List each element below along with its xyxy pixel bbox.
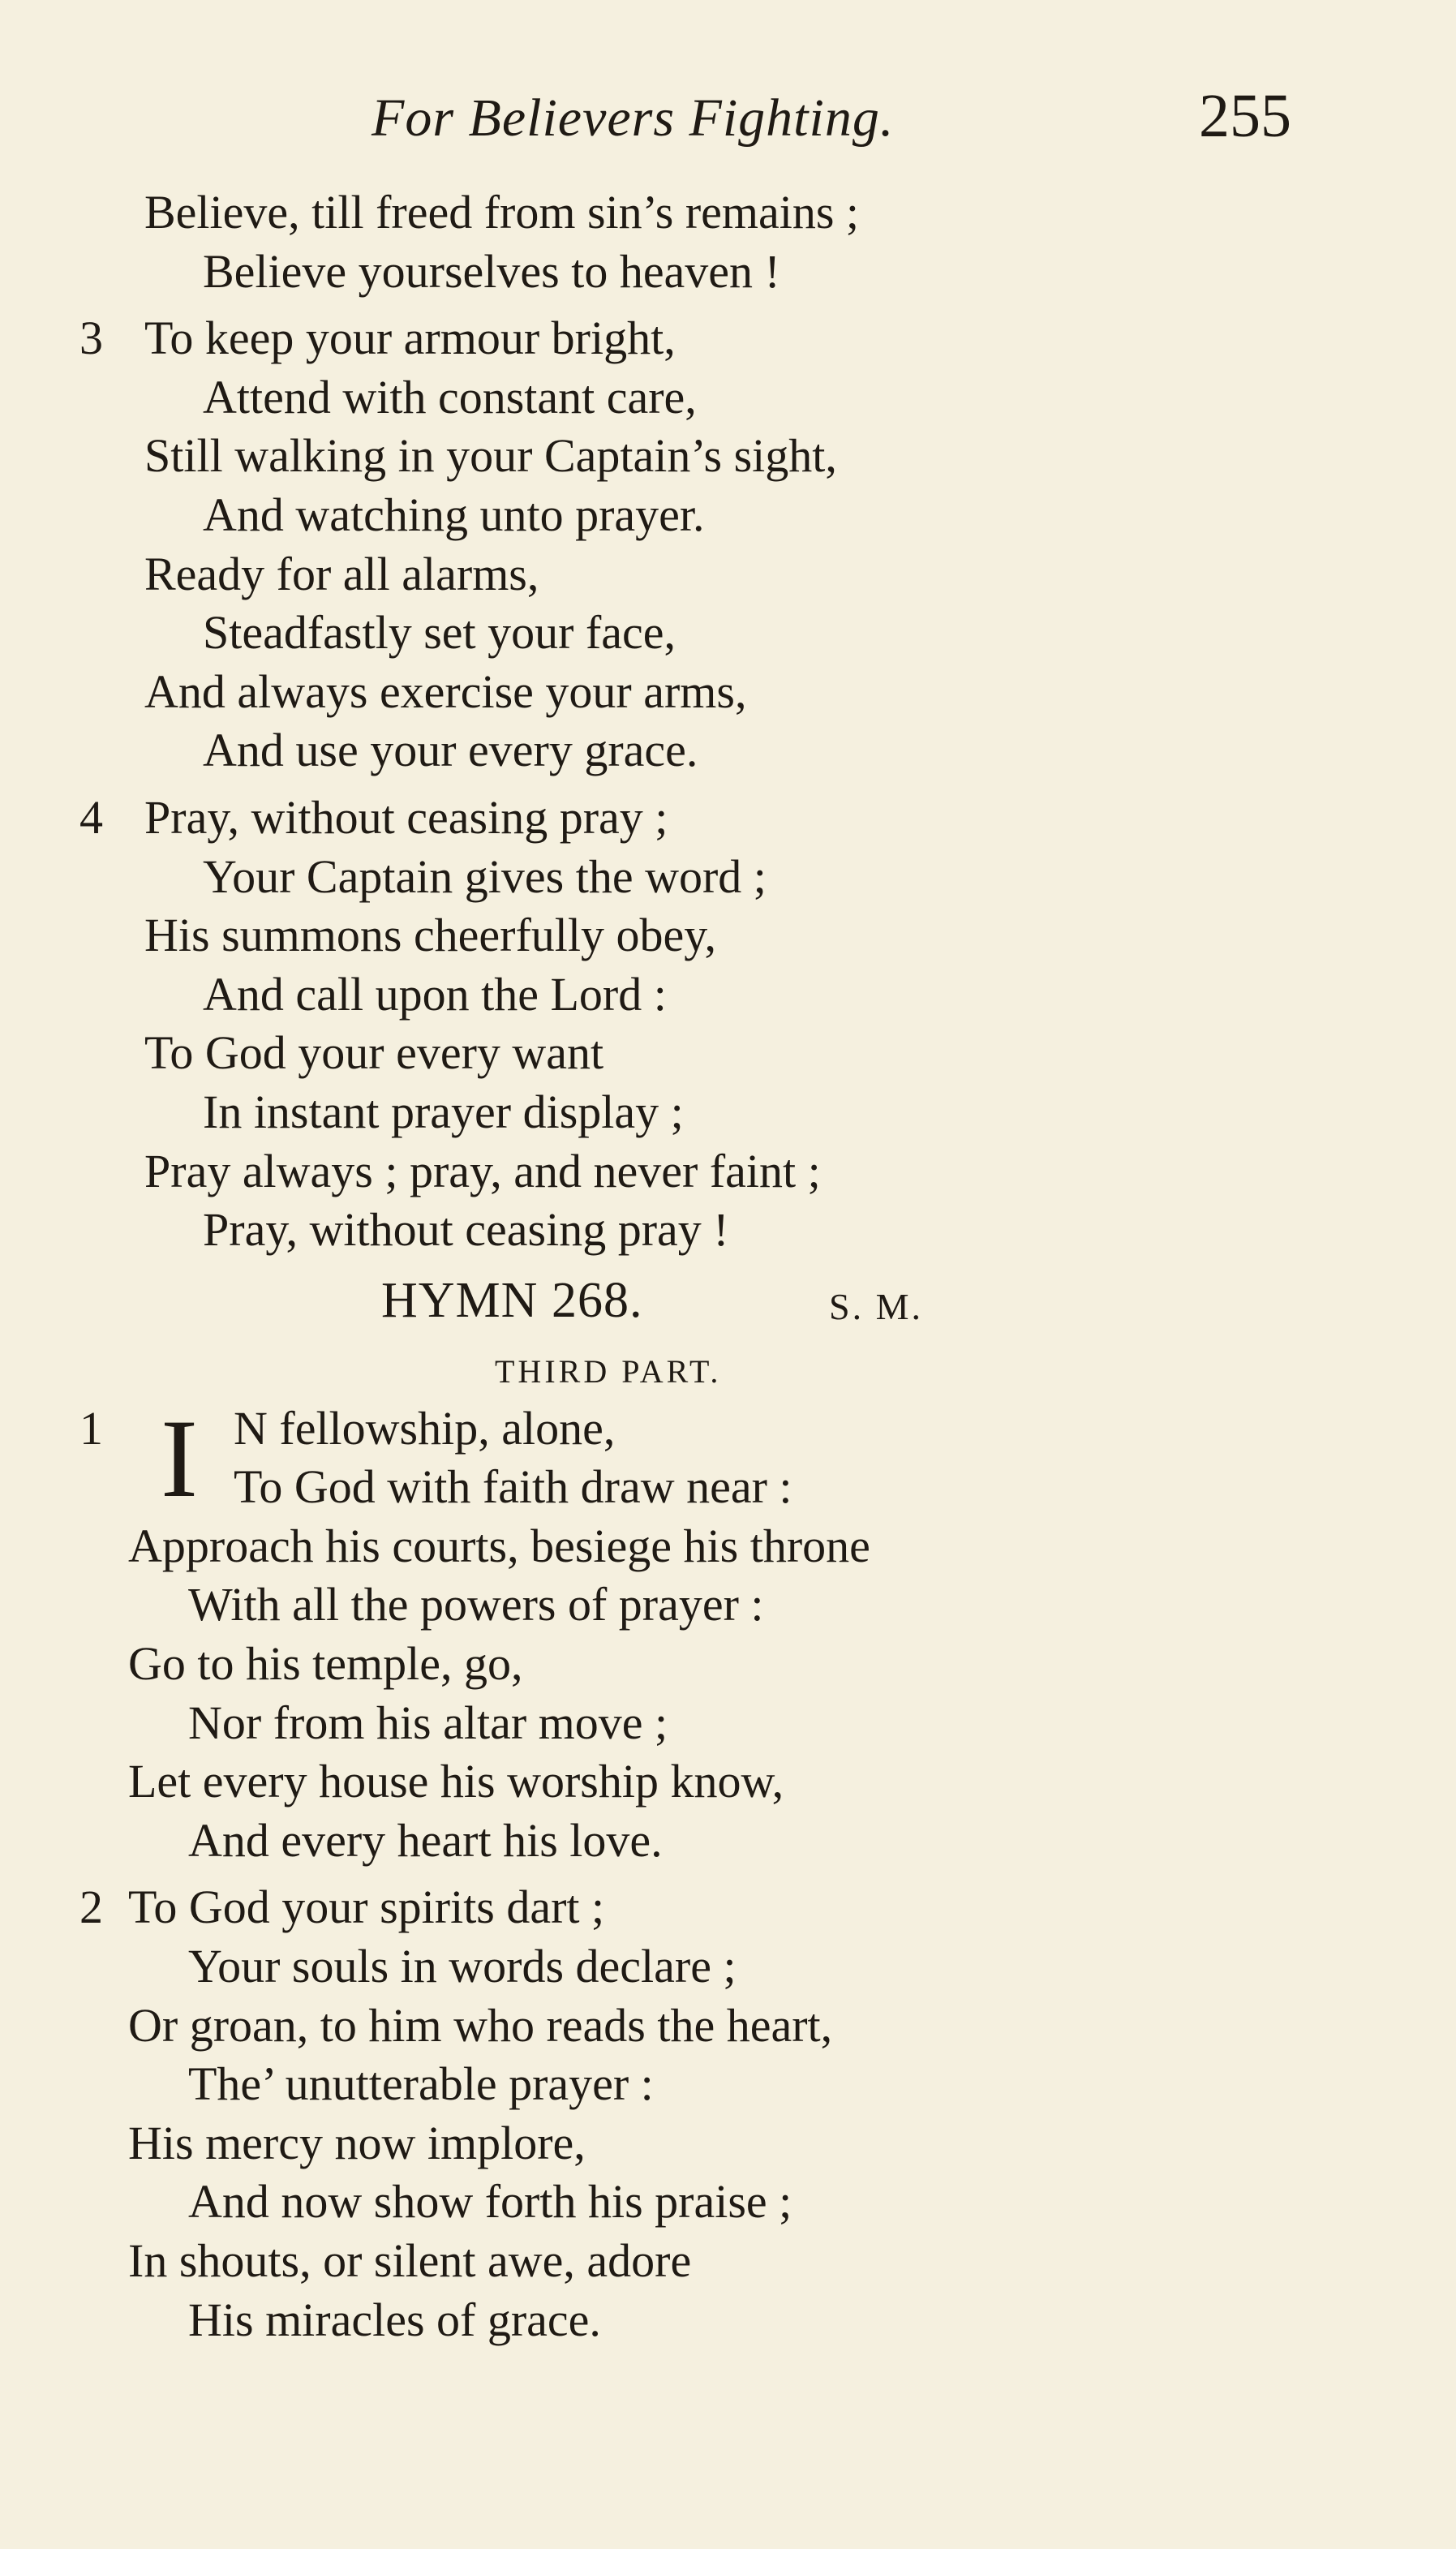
verse-line: And always exercise your arms, (144, 664, 747, 718)
part-title: THIRD PART. (495, 1352, 722, 1390)
verse-line: To God with faith draw near : (234, 1460, 792, 1514)
verse-line: Steadfastly set your face, (203, 606, 676, 660)
hymn-stanza-2 (0, 1878, 1456, 2349)
verse-line: 1 N fellowship, alone, (0, 1399, 1456, 1459)
verse-line: Believe yourselves to heaven ! (203, 244, 780, 298)
verse-line: The’ unutterable prayer : (188, 2057, 654, 2111)
verse-line: With all the powers of prayer : (188, 1578, 764, 1631)
verse-line: In shouts, or silent awe, adore (128, 2234, 692, 2287)
verse-line: Approach his courts, besiege his throne (128, 1519, 870, 1572)
verse-line: Your Captain gives the word ; (203, 849, 767, 903)
verse-line: Your souls in words declare ; (188, 1940, 737, 1993)
verse-line: 4 Pray, without ceasing pray ; (0, 789, 1456, 848)
drop-cap: I (161, 1395, 198, 1520)
hymn-stanza-1 (0, 1395, 1456, 1871)
verse-line: And now show forth his praise ; (188, 2175, 792, 2229)
verse-line: And call upon the Lord : (203, 967, 667, 1021)
running-title: For Believers Fighting. (372, 88, 895, 148)
verse-line: Nor from his altar move ; (188, 1696, 668, 1749)
verse-line: His mercy now implore, (128, 2116, 586, 2169)
verse-line: To God your every want (144, 1026, 604, 1080)
verse-line: In instant prayer display ; (203, 1085, 684, 1138)
verse-line: Attend with constant care, (203, 370, 697, 423)
stanza-4 (0, 789, 1456, 1260)
verse-line: 3 To keep your armour bright, (0, 309, 1456, 368)
verse-line: 2 To God your spirits dart ; (0, 1878, 1456, 1937)
verse-line: His summons cheerfully obey, (144, 909, 717, 962)
stanza-continuation (0, 183, 1456, 301)
verse-line: And every heart his love. (188, 1813, 663, 1867)
verse-line: Pray, without ceasing pray ! (203, 1203, 729, 1257)
stanza-number: 1 (79, 1401, 103, 1455)
hymn-title: HYMN 268. (381, 1272, 643, 1328)
verse-line: Go to his temple, go, (128, 1637, 523, 1691)
page-body (0, 183, 1456, 2349)
verse-line: Ready for all alarms, (144, 547, 539, 600)
stanza-number: 4 (79, 790, 103, 844)
stanza-number: 2 (79, 1881, 103, 1934)
stanza-3 (0, 309, 1456, 780)
stanza-number: 3 (79, 312, 103, 365)
verse-line: Let every house his worship know, (128, 1755, 784, 1808)
hymn-meter: S. M. (829, 1285, 923, 1327)
hymn-heading (0, 1271, 1456, 1339)
verse-line: Or groan, to him who reads the heart, (128, 1998, 833, 2052)
verse-line: Believe, till freed from sin’s remains ; (144, 186, 860, 239)
verse-line: And use your every grace. (203, 724, 698, 777)
verse-line: Still walking in your Captain’s sight, (144, 429, 837, 483)
part-heading (0, 1339, 1456, 1399)
verse-line: Pray always ; pray, and never faint ; (144, 1144, 821, 1197)
page-number: 255 (1199, 82, 1291, 150)
verse-line: His miracles of grace. (188, 2293, 601, 2346)
verse-line: And watching unto prayer. (203, 488, 705, 541)
